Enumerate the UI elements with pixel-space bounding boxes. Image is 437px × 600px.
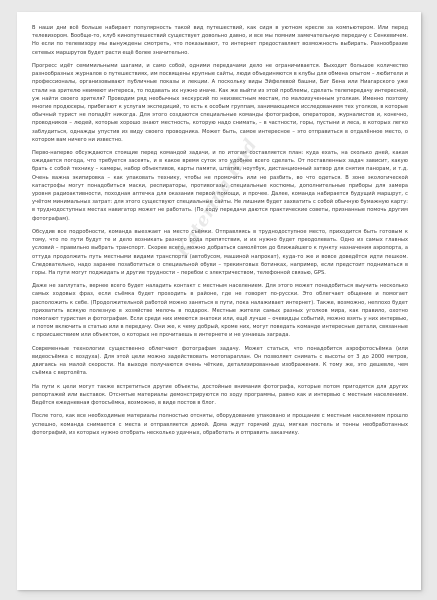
paragraph-6: Современные технологии существенно облегчают фотографам задачу. Может статься, что понадобится аэрофотосъёмка (или видеосъёмка с воздуха). Для этой цели можно задействовать мотопараплан. Он позволяет снимать с высоты от 3 до 2000 метров, двигаясь на малой скорости. На выходе получаются очень чёткие, детализированные изображения. К тому же, это дешевле, чем съёмка с вертолёта. bbox=[32, 345, 408, 377]
paragraph-1: В наши дни всё больше набирает популярность такой вид путешествий, как сидя в уютном кресле за компьютером. Или перед телевизором. Вообще-то, клуб кинопутешествий существует довольно давно, и все мы помним замечательную передачу с Сенкевичем. Но если по телевизору мы вынуждены смотреть, что показывают, то интернет предоставляет возможность выбирать. Разнообразие сетевых маршрутов будет расти ещё более значительно. bbox=[32, 25, 408, 56]
watermark: Katerina Rud bbox=[172, 135, 262, 262]
paragraph-5: Даже не заплутать, вернее всего будет наладить контакт с местным населением. Для этого может понадобиться выучить несколько самых ходовых фраз, если съёмка будет проходить в районе, где не говорят по-русски. Это облегчает общение и помогает расположить к себе. (Продолжительной работой можно заняться в пути, пока налаживает интернет). Также, возможно, неплохо будет прихватить всякую полезную в хозяйстве мелочь в подарок. Местные жители самых разных уголков мира, как правило, охотно помогают туристам и фотографам. Если среди них имеются знатоки или, ещё лучше – очевидцы событий, можно взять у них интервью, и потом включить в статью или в передачу. Они же, к чему добрый, кроме них, могут поведать команде интересные детали, связанные с происшествием или объектом, о которых не прочитаешь в интернете и не узнаешь заграда. bbox=[32, 283, 408, 339]
document-body bbox=[32, 24, 408, 582]
document-page bbox=[17, 12, 421, 590]
paragraph-8: После того, как все необходимые материалы полностью отсняты, оборудование упаковано и прощание с местным населением прошло успешно, команда снимается с места и отправляется домой. Дома ждут горячий душ, мягкая постель и тонны необработанных фотографий, из которых нужно отобрать несколько удачных, обработать и отправить заказчику. bbox=[32, 413, 408, 436]
paragraph-7: На пути к цели могут также встретиться другие объекты, достойные внимания фотографа, которые потом пригодятся для других репортажей или выставок. Отснятые материалы демонстрируются по ходу программы, равно как и интервью с местным населением. Ведётся ежедневная фотосъёмка, возможно, в виде постов в блог. bbox=[32, 383, 408, 407]
paragraph-2: Прогресс идёт семимильными шагами, и само собой, одними передачами дело не ограничивается. Выходит большое количество разнообразных журналов о путешествиях, им посвящены крупные сайты, люди объединяются в клубы для обмена опытом – любители и профессионалы, организовывают публичные показы и лекции. А поскольку виды Эйфелевой башни, Биг Бена или Ниагарского уже стали на зрителю неимеют интереса, то подавать их нужно иначе. Как же выйти из этой проблемы, сделать телепередачу интересной, уж найти своего зрителя? Проводим ряд необычных экскурсий по неизвестным местам, по малоизученным уголкам. Именно поэтому многие продюсеры, прибегают к услугам экспедиций, то есть к особым группам, занимающимся исследованием тех уголков, в которые обычный турист не попадёт никогда. Для этого создаются специальные команды фотографов, операторов, журналистов и, конечно, проводников – людей, которые хорошо знают местность, которую надо снимать, – в частности, горы, пустыни и леса, в которых легко заблудиться, однажды упустив из виду своего проводника. Может быть, самое интересное – это отправиться в отдалённое место, о котором вам ничего ни известно. bbox=[32, 62, 408, 143]
paragraph-3: Перво-наперво обсуждаются стоящие перед командой задачи, и по итогам составляется план: куда ехать, на сколько дней, какая ожидается погода, что требуется засеять, и в какое время суток это удобнее всего сделать. От поставленных задач зависит, какую брать с собой технику – камеры, набор объективов, карты памяти, штатив, ноутбук, дистанционный затвор для снятия панорам, и т.д. Очень важна экипировка – как упаковать технику, чтобы не промочить или не разбить, во что одеться. В зоне экологической катастрофы могут понадобиться маски, респираторы, противогазы, специальные костюмы, дополнительные приборы для замера уровня радиоактивности, походная аптечка для оказания первой помощи, и прочее. Далее, команда набирается будущий маршрут, с учётом минимальных затрат: для этого существуют специальные сайты. Не лишним будет захватить с собой обычную бумажную карту: в труднодоступных местах навигатор может не работать. (По ходу передачи даются практические советы, признанные помочь другим фотографам). bbox=[32, 150, 408, 222]
paragraph-4: Обсудив все подробности, команда выезжает на место съёмки. Отправляясь в труднодоступное место, приходится быть готовым к тому, что по пути будут те и дело возникать разного рода препятствия, и их нужно будет преодолевать. Одно из самых главных условий – правильно выбрать транспорт. Скорее всего, можно добраться самолётом до ближайшего к пункту назначения аэропорта, а оттуда продолжить путь местными видами транспорта (автобусом, машиной напрокат), куда-то же и вовсе доведётся идти пешком. Следовательно, надо заранее позаботиться о специальной обуви – трекинговых ботинках, например, если предстоит подниматься в горы. На пути могут поджидать и другие трудности – перебои с электричеством, телефонной связью, GPS. bbox=[32, 228, 408, 276]
